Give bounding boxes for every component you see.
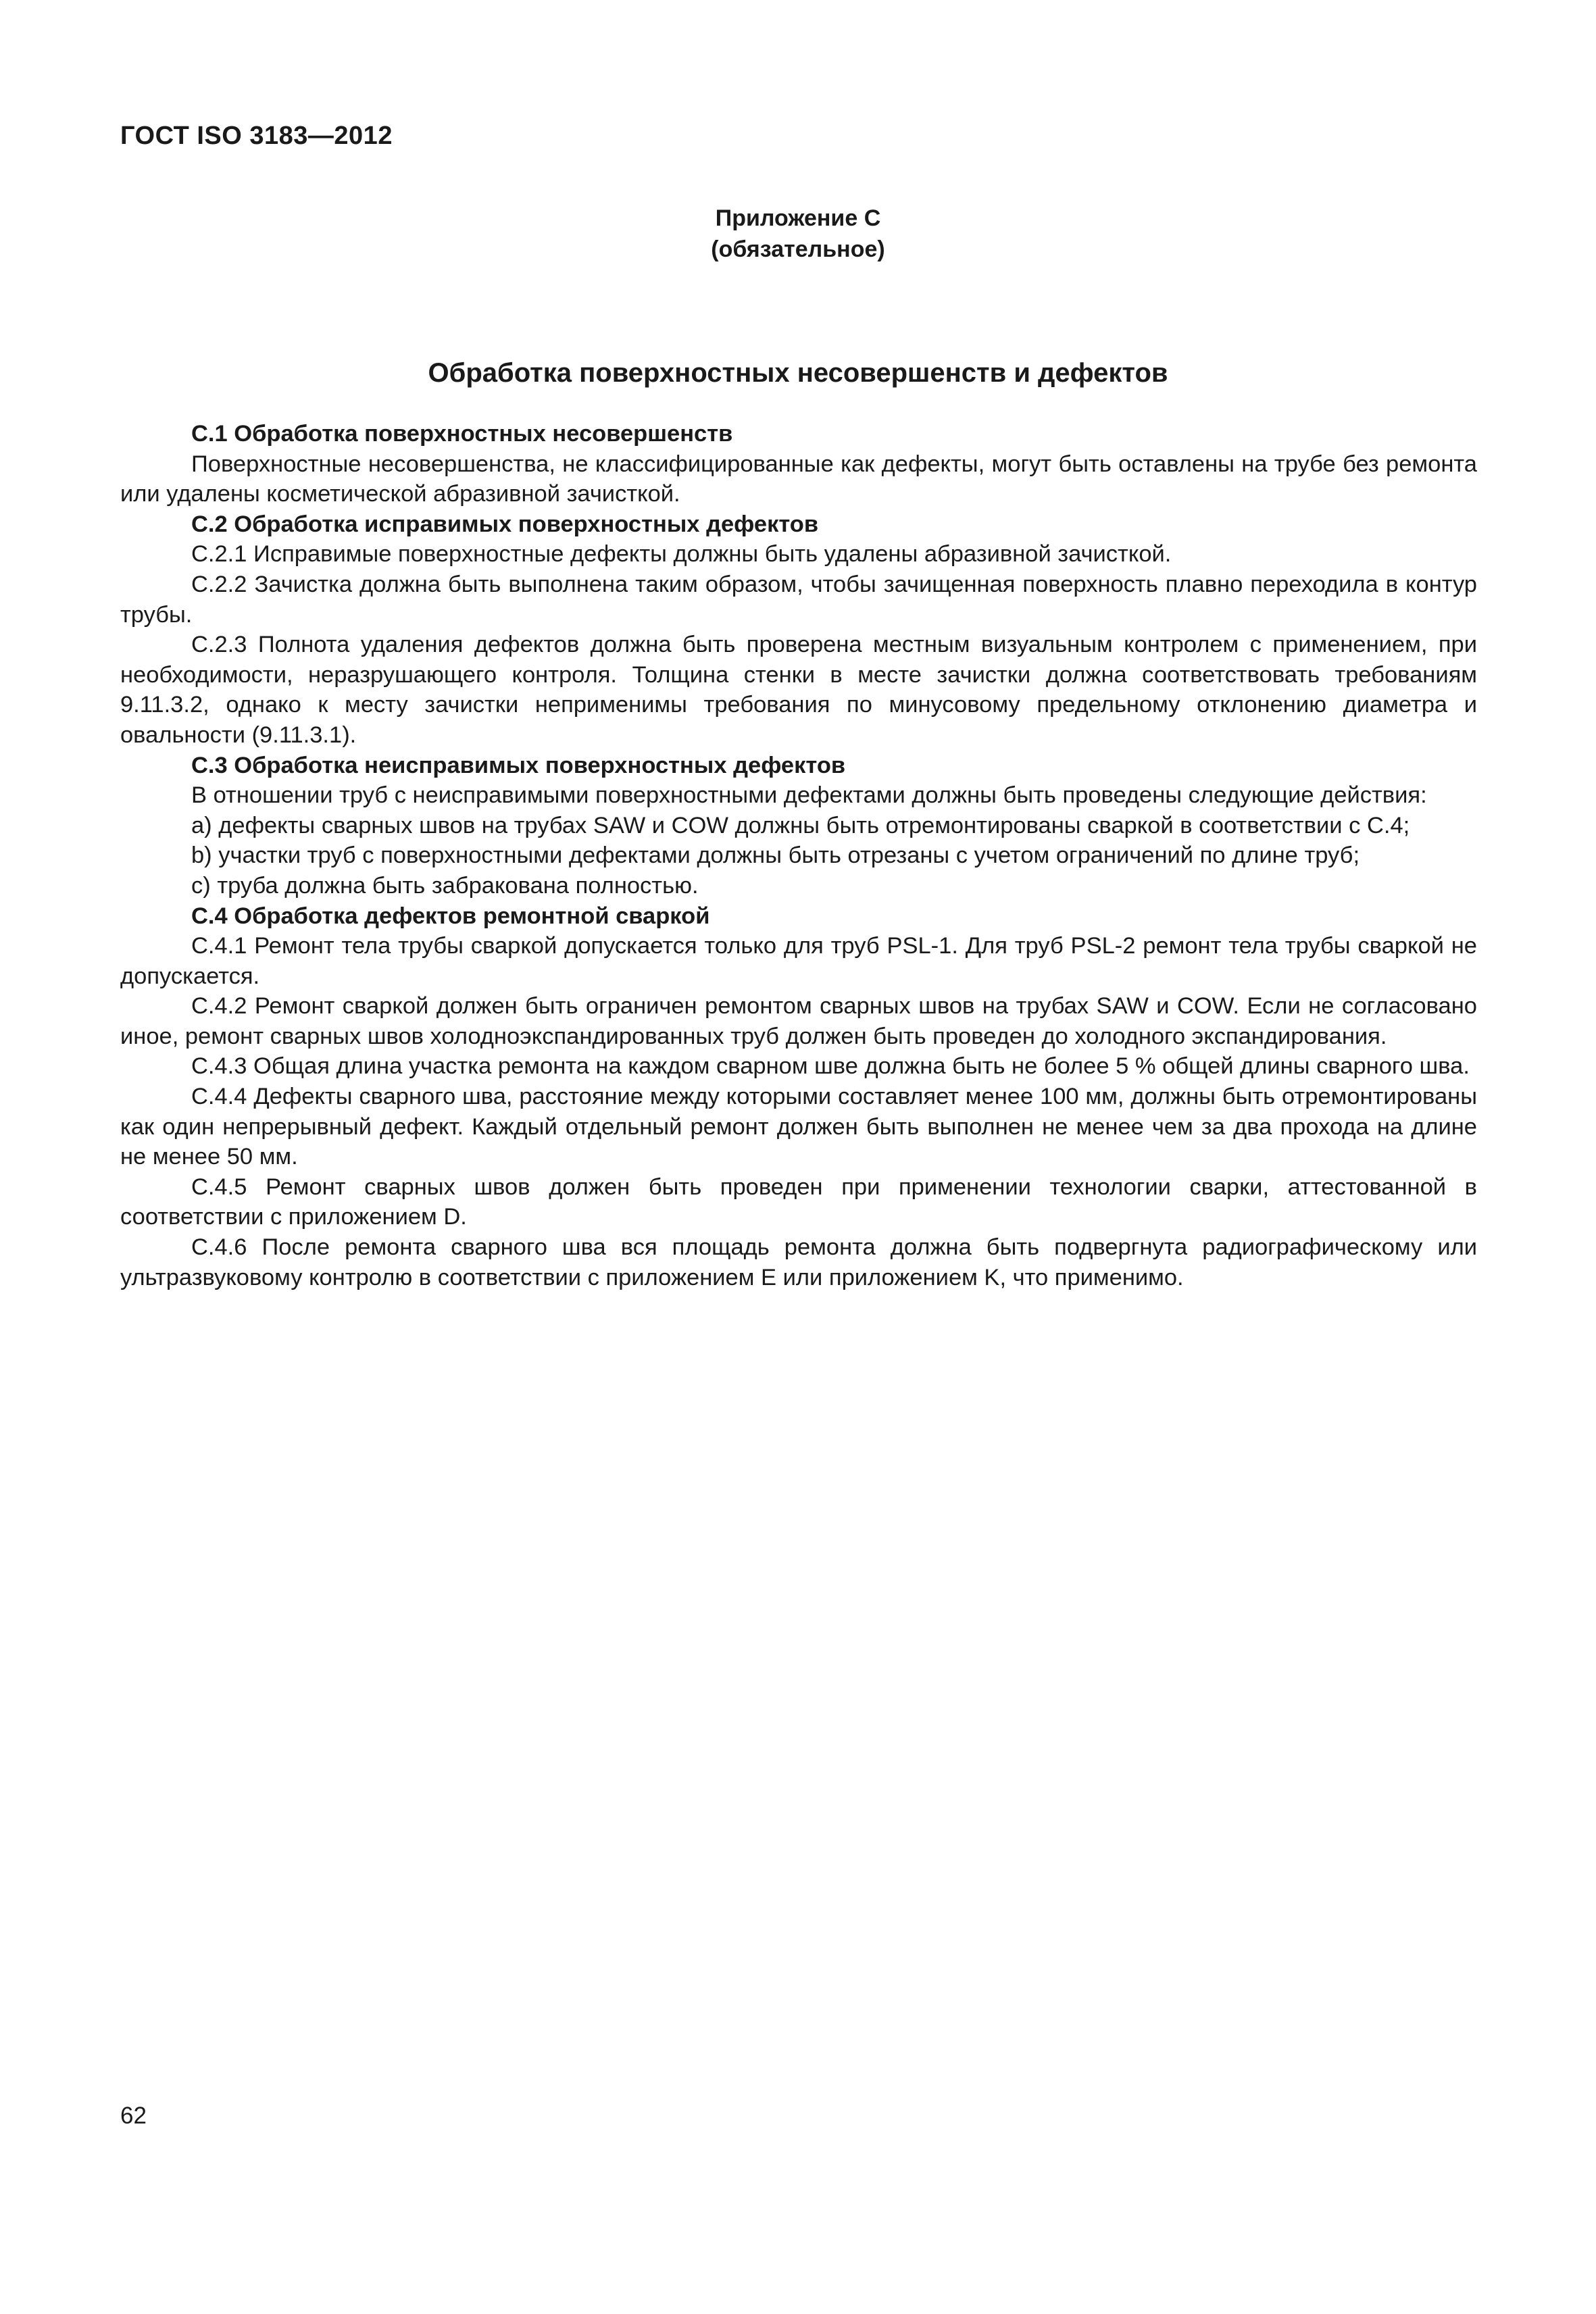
paragraph: a) дефекты сварных швов на трубах SAW и COW должны быть отремонтированы сваркой в соответствии с С.4; bbox=[191, 812, 1410, 838]
paragraph: С.4.2 Ремонт сваркой должен быть ограничен ремонтом сварных швов на трубах SAW и COW. Если не согласовано иное, ремонт сварных швов холодноэкспандированных труб должен быть проведен до холодного экспандирования. bbox=[120, 993, 1477, 1049]
paragraph: С.2.2 Зачистка должна быть выполнена таким образом, чтобы зачищенная поверхность плавно переходила в контур трубы. bbox=[120, 571, 1477, 628]
section-heading: С.3 Обработка неисправимых поверхностных дефектов bbox=[191, 752, 846, 778]
paragraph: С.4.1 Ремонт тела трубы сваркой допускается только для труб PSL-1. Для труб PSL-2 ремонт тела трубы сваркой не допускается. bbox=[120, 933, 1477, 989]
section-heading: С.4 Обработка дефектов ремонтной сваркой bbox=[191, 903, 710, 929]
paragraph: С.2.1 Исправимые поверхностные дефекты должны быть удалены абразивной зачисткой. bbox=[191, 541, 1172, 568]
paragraph: С.4.5 Ремонт сварных швов должен быть проведен при применении технологии сварки, аттестованной в соответствии с приложением D. bbox=[120, 1174, 1477, 1230]
annex-note: (обязательное) bbox=[711, 236, 885, 262]
paragraph: b) участки труб с поверхностными дефектами должны быть отрезаны с учетом ограничений по длине труб; bbox=[191, 842, 1360, 869]
paragraph: С.4.4 Дефекты сварного шва, расстояние между которыми составляет менее 100 мм, должны быть отремонтированы как один непрерывный дефект. Каждый отдельный ремонт должен быть выполнен не менее чем за два прохода на длине не менее 50 мм. bbox=[120, 1084, 1477, 1170]
section-heading: С.2 Обработка исправимых поверхностных дефектов bbox=[191, 511, 819, 537]
annex-title: Приложение С bbox=[715, 205, 881, 231]
paragraph: Поверхностные несовершенства, не классифицированные как дефекты, могут быть оставлены на трубе без ремонта или удалены косметической абразивной зачисткой. bbox=[120, 451, 1477, 507]
document-code: ГОСТ ISO 3183—2012 bbox=[120, 122, 393, 150]
section-heading: С.1 Обработка поверхностных несовершенств bbox=[191, 421, 733, 447]
paragraph: c) труба должна быть забракована полностью. bbox=[191, 872, 699, 899]
main-title: Обработка поверхностных несовершенств и дефектов bbox=[428, 358, 1168, 388]
paragraph: С.2.3 Полнота удаления дефектов должна быть проверена местным визуальным контролем с применением, при необходимости, неразрушающего контроля. Толщина стенки в месте зачистки должна соответствовать требованиям 9.11.3.2, однако к месту зачистки неприменимы требования по минусовому предельному отклонению диаметра и овальности (9.11.3.1). bbox=[120, 632, 1477, 748]
body-text bbox=[120, 419, 1477, 1292]
paragraph: С.4.3 Общая длина участка ремонта на каждом сварном шве должна быть не более 5 % общей длины сварного шва. bbox=[191, 1053, 1470, 1080]
page-number: 62 bbox=[120, 2103, 147, 2129]
paragraph: В отношении труб с неисправимыми поверхностными дефектами должны быть проведены следующие действия: bbox=[191, 782, 1427, 809]
paragraph: С.4.6 После ремонта сварного шва вся площадь ремонта должна быть подвергнута радиографическому или ультразвуковому контролю в соответствии с приложением Е или приложением K, что применимо. bbox=[120, 1234, 1477, 1290]
